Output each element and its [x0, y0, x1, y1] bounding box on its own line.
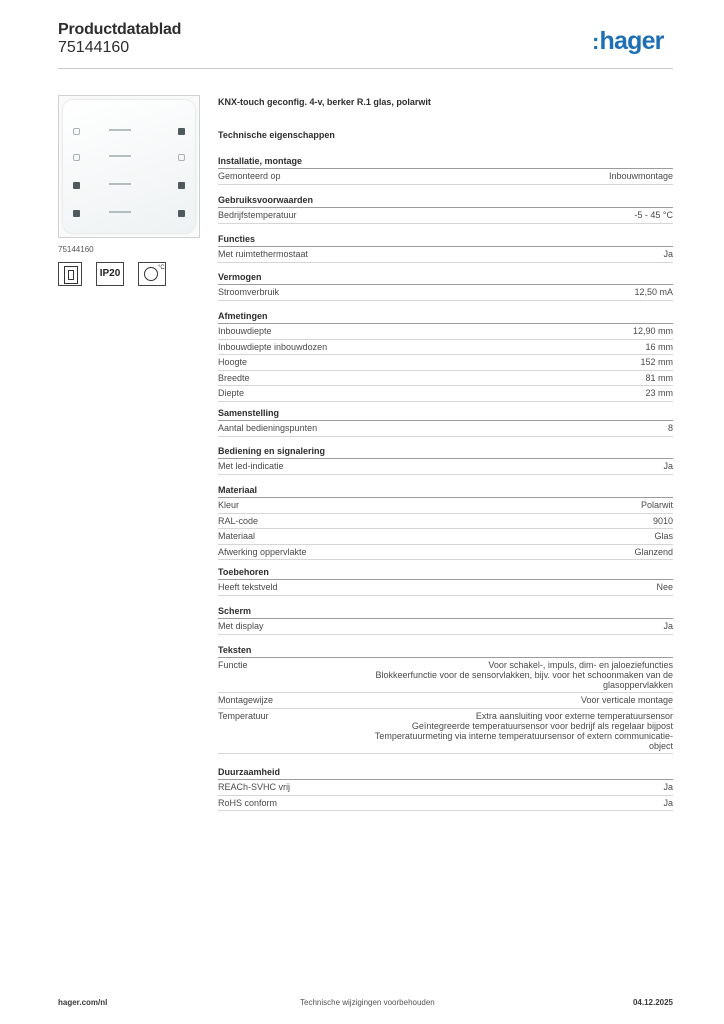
spec-value: 9010: [652, 515, 673, 526]
spec-label: Heeft tekstveld: [218, 582, 278, 592]
spec-label: Functie: [218, 660, 248, 670]
spec-label: Aantal bedieningspunten: [218, 423, 318, 433]
spec-label: Inbouwdiepte inbouwdozen: [218, 341, 328, 352]
spec-value: 152 mm: [640, 357, 673, 367]
row-divider: [218, 634, 673, 635]
temperature-sensor-icon: °C: [138, 262, 166, 286]
spec-row: [218, 371, 673, 386]
spec-value: Voor schakel-, impuls, dim- en jaloeziefuncties Blokkeerfunctie voor de sensorvlakken, bijv. voor het schoonmaken van de glasoppervlakken: [375, 660, 673, 690]
spec-label: Montagewijze: [218, 695, 274, 705]
row-divider: [218, 810, 673, 811]
header-divider: [58, 68, 673, 69]
row-divider: [218, 401, 673, 402]
row-divider: [218, 436, 673, 437]
spec-row: [218, 459, 673, 474]
section-title: Bediening en signalering: [218, 446, 326, 456]
panel-row: [73, 126, 185, 138]
product-number: 75144160: [58, 39, 130, 56]
spec-label: RAL-code: [218, 515, 259, 526]
spec-value: 12,50 mA: [634, 287, 673, 297]
spec-row: [218, 340, 673, 355]
section-title: Toebehoren: [218, 567, 269, 577]
spec-label: RoHS conform: [218, 797, 278, 808]
section-title: Gebruiksvoorwaarden: [218, 195, 314, 205]
spec-value: -5 - 45 °C: [634, 210, 673, 220]
spec-value: 23 mm: [645, 388, 673, 398]
spec-row: [218, 796, 673, 811]
spec-label: Met display: [218, 621, 264, 631]
spec-label: Met led-indicatie: [218, 461, 284, 471]
document-title: Productdatablad: [58, 21, 182, 38]
row-divider: [218, 184, 673, 185]
spec-value: Ja: [663, 797, 673, 808]
spec-value: Polarwit: [640, 500, 673, 510]
panel-row: [73, 180, 185, 192]
section-title: Scherm: [218, 606, 252, 616]
spec-label: Kleur: [218, 500, 240, 510]
spec-row: [218, 285, 673, 300]
spec-label: Met ruimtethermostaat: [218, 249, 309, 259]
panel-row: [73, 152, 185, 164]
spec-label: Breedte: [218, 372, 250, 383]
spec-label: Afwerking oppervlakte: [218, 546, 307, 557]
row-divider: [218, 262, 673, 263]
spec-label: Hoogte: [218, 357, 248, 367]
spec-value: Ja: [663, 461, 673, 471]
spec-row: [218, 619, 673, 634]
spec-row: [218, 169, 673, 184]
spec-label: Diepte: [218, 388, 245, 398]
spec-row: [218, 498, 673, 513]
section-title: Samenstelling: [218, 408, 280, 418]
spec-value: 8: [667, 423, 673, 433]
product-image: [58, 95, 200, 238]
spec-row: [218, 709, 673, 753]
spec-row: [218, 658, 673, 692]
spec-row: [218, 247, 673, 262]
spec-label: Stroomverbruik: [218, 287, 280, 297]
spec-label: REACh-SVHC vrij: [218, 782, 291, 792]
footer-date: 04.12.2025: [632, 998, 673, 1007]
section-title: Vermogen: [218, 272, 262, 282]
row-divider: [218, 559, 673, 560]
spec-value: Ja: [663, 621, 673, 631]
spec-row: [218, 386, 673, 401]
row-divider: [218, 223, 673, 224]
section-title: Duurzaamheid: [218, 767, 281, 777]
spec-value: Ja: [663, 782, 673, 792]
row-divider: [218, 300, 673, 301]
spec-row: [218, 580, 673, 595]
spec-value: 81 mm: [645, 372, 673, 383]
spec-label: Gemonteerd op: [218, 171, 281, 181]
spec-label: Temperatuur: [218, 710, 269, 721]
spec-label: Bedrijfstemperatuur: [218, 210, 297, 220]
spec-label: Materiaal: [218, 531, 256, 541]
spec-value: Glas: [654, 531, 673, 541]
flush-mount-icon: [58, 262, 82, 286]
technical-properties-heading: Technische eigenschappen: [218, 130, 335, 140]
hager-logo: :hager: [592, 27, 664, 55]
spec-row: [218, 514, 673, 529]
section-title: Functies: [218, 234, 256, 244]
product-title: KNX-touch geconfig. 4-v, berker R.1 glas, polarwit: [218, 97, 431, 107]
spec-row: [218, 780, 673, 795]
spec-row: [218, 529, 673, 544]
footer-disclaimer: Technische wijzigingen voorbehouden: [300, 998, 435, 1007]
spec-value: Voor verticale montage: [580, 695, 673, 705]
panel-row: [73, 208, 185, 220]
spec-value: Extra aansluiting voor externe temperatuursensor Geïntegreerde temperatuursensor voor bedrijf als regelaar bijpost Temperatuurmeting via interne temperatuursensor of extern communicatie- object: [374, 710, 673, 751]
knx-touch-panel-picture: [63, 100, 195, 233]
spec-value: Inbouwmontage: [608, 171, 673, 181]
spec-label: Inbouwdiepte: [218, 326, 272, 336]
spec-row: [218, 208, 673, 223]
spec-value: 16 mm: [645, 341, 673, 352]
spec-row: [218, 355, 673, 370]
spec-value: Ja: [663, 249, 673, 259]
section-title: Materiaal: [218, 485, 258, 495]
section-title: Installatie, montage: [218, 156, 303, 166]
logo-text: hager: [599, 27, 664, 55]
spec-row: [218, 545, 673, 560]
spec-row: [218, 693, 673, 708]
spec-value: Glanzend: [634, 546, 673, 557]
section-title: Teksten: [218, 645, 252, 655]
row-divider: [218, 753, 673, 754]
image-caption: 75144160: [58, 245, 94, 254]
spec-row: [218, 421, 673, 436]
spec-value: 12,90 mm: [632, 326, 673, 336]
row-divider: [218, 474, 673, 475]
spec-row: [218, 324, 673, 339]
footer-website: hager.com/nl: [58, 998, 108, 1007]
ip20-icon: IP20: [96, 262, 124, 286]
row-divider: [218, 595, 673, 596]
section-title: Afmetingen: [218, 311, 268, 321]
spec-value: Nee: [656, 582, 673, 592]
